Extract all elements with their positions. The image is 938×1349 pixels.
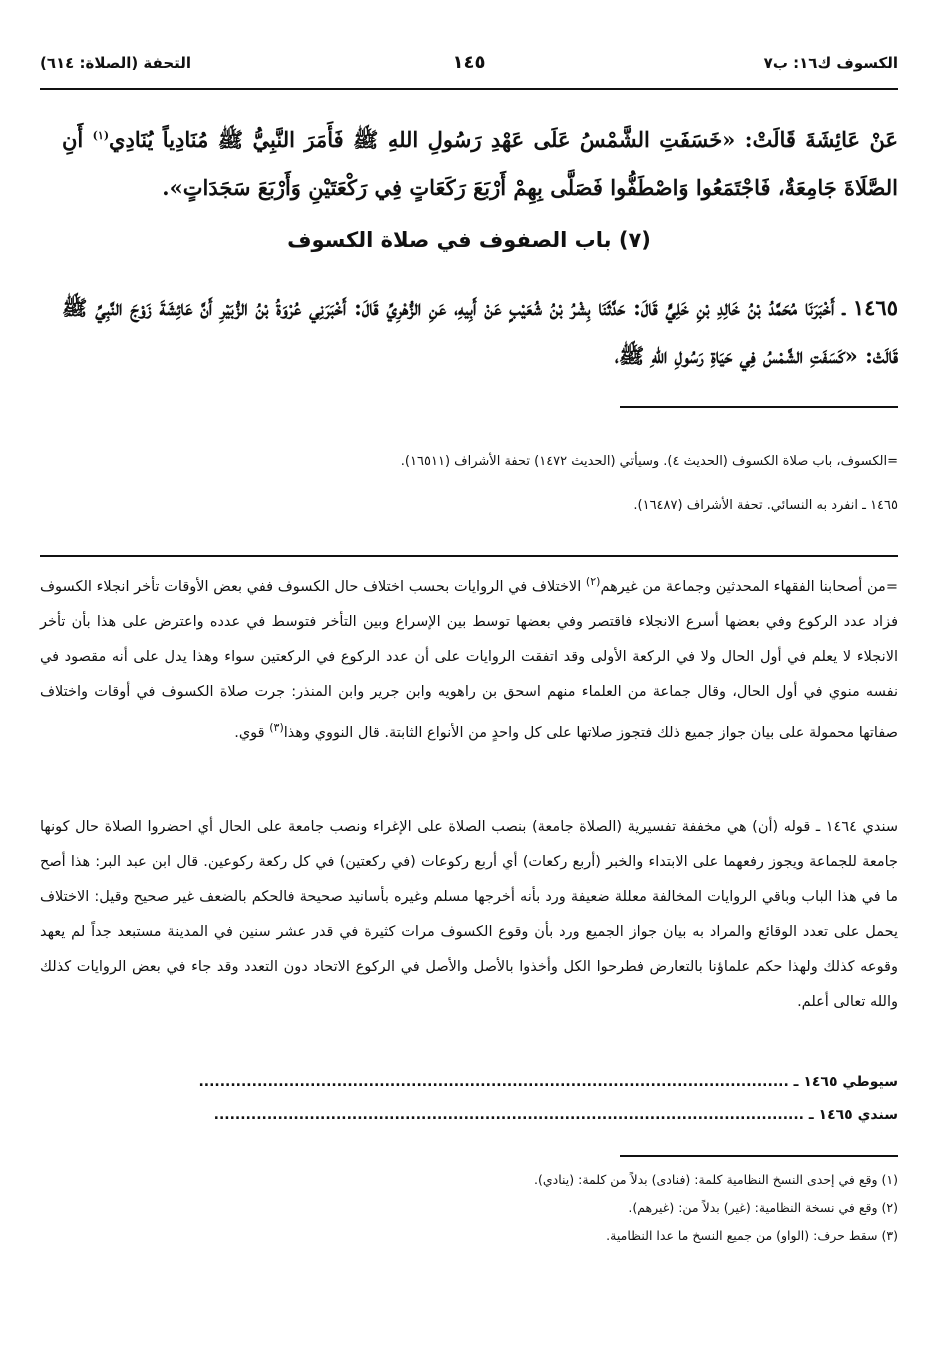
hadith-1465: ١٤٦٥ ـ أَخْبَرَنَا مُحَمَّدُ بْنُ خَالِدِ بْنِ خَلِيٍّ قَالَ: حَدَّثَنَا بِشْرُ بْنُ شُعَيْبٍ عَنْ أَبِيهِ، عَنِ الزُّهْرِيِّ قَالَ: أَخْبَرَنِي عُرْوَةُ بْنُ الزُّبَيْرِ أَنَّ عَائِشَةَ زَوْجَ النَّبِيِّ ﷺ قَالَتْ: «كَسَفَتِ الشَّمْسُ فِي حَيَاةِ رَسُولِ اللهِ ﷺ، <box>62 295 898 368</box>
chapter-title: (٧) باب الصفوف في صلاة الكسوف <box>287 228 651 252</box>
commentary-separator <box>40 555 898 557</box>
footnote-ref-1[interactable]: (١) <box>92 129 110 142</box>
commentary-p1-b: الاختلاف في الروايات بحسب اختلاف حال الكسوف ففي بعض الأوقات تأخر انجلاء الكسوف فزاد عدد الركوع وفي بعضها أسرع الانجلاء فاقتصر وفي بعضها توسط بين الإسراع وبين التأخر فتوسط في عدده واعترض على هذا بأن تأخر الانجلاء لا يعلم في أول الحال ولا في الركعة الأولى وقد اتفقت الروايات على أن عدد الركوع في الركعتين سواء وهذا يدل على أنه مقصود في نفسه منوي في أول الحال، وقال جماعة من العلماء منهم اسحق بن راهويه وابن جرير وابن المنذر: جرت صلاة الكسوف في أوقات واختلاف صفاتها محمولة على بيان جواز جميع ذلك فتجوز صلاتها على كل واحدٍ من الأنواع الثابتة. قال النووي وهذا <box>40 578 898 741</box>
commentary-p1-c: قوي. <box>234 724 270 741</box>
footnote-1: (١) وقع في إحدى النسخ النظامية كلمة: (فنادى) بدلاً من كلمة: (ينادي). <box>534 1172 898 1187</box>
commentary-p1-a: =من أصحابنا الفقهاء المحدثين وجماعة من غيرهم <box>600 578 898 595</box>
sindi-1465-placeholder <box>40 1101 898 1129</box>
header-chapter-ref: الكسوف ك١٦: ب٧ <box>763 54 898 72</box>
page-header <box>40 48 898 90</box>
footnote-2: (٢) وقع في نسخة النظامية: (غير) بدلاً من: (غيرهم). <box>628 1200 898 1215</box>
footnote-separator <box>620 1155 898 1157</box>
footnote-ref-3[interactable]: (٣) <box>269 720 284 734</box>
text-separator <box>620 406 898 408</box>
reference-line-2: ١٤٦٥ ـ انفرد به النسائي. تحفة الأشراف (١٦٤٨٧). <box>633 498 898 513</box>
suyuti-label: سيوطي ١٤٦٥ ـ <box>793 1074 898 1090</box>
hadith-1464-ending <box>62 112 898 212</box>
commentary-paragraph-1 <box>40 564 898 751</box>
footnote-3: (٣) سقط حرف: (الواو) من جميع النسخ ما عدا النظامية. <box>606 1228 898 1243</box>
commentary-sindi-1464: سندي ١٤٦٤ ـ قوله (أن) هي مخففة تفسيرية (الصلاة جامعة) بنصب الصلاة على الإغراء ونصب جامعة على الحال أي احضروا الصلاة حال كونها جامعة للجماعة ويجوز رفعهما على الابتداء والخبر (أربع ركعات) أي أربع ركوعات (في ركعتين) في كل ركعة ركوعين. قال ابن عبد البر: هذا أصح ما في هذا الباب وباقي الروايات المخالفة معللة ضعيفة ورد بأنه أخرجها مسلم وغيره بأسانيد صحيحة فالحكم بالضعف غير صحيح وقيل: الاختلاف يحمل على تعدد الوقائع والمراد به بيان جواز الجميع ورد بأن وقوع الكسوف مرات كثيرة في قدر عشر سنين في المدينة مستبعد جداً لم يعهد وقوعه كذلك ولهذا حكم علماؤنا بالتعارض فطرحوا الكل وأخذوا بالأصل والأصل في الركوع الاتحاد دون التعدد وقد جاء في بعض الروايات كذلك والله تعالى أعلم. <box>40 819 898 1010</box>
footnotes <box>40 1166 898 1250</box>
sindi-label: سندي ١٤٦٥ ـ <box>808 1107 898 1123</box>
dotted-leader: ............................................................................................................... <box>198 1074 789 1090</box>
dotted-leader: ............................................................................................................... <box>213 1107 804 1123</box>
header-tuhfa-ref: التحفة (الصلاة: ٦١٤) <box>40 54 192 72</box>
hadith-1464-text-b: أَنِ الصَّلَاةَ جَامِعَةٌ، فَاجْتَمَعُوا وَاصْطَفُّوا فَصَلَّى بِهِمْ أَرْبَعَ رَكَعَاتٍ فِي رَكْعَتَيْنِ وَأَرْبَعَ سَجَدَاتٍ». <box>62 127 898 200</box>
suyuti-1465-placeholder <box>40 1068 898 1096</box>
page-number: ١٤٥ <box>452 52 486 73</box>
hadith-1464-text-a: عَنْ عَائِشَةَ قَالَتْ: «خَسَفَتِ الشَّمْسُ عَلَى عَهْدِ رَسُولِ اللهِ ﷺ فَأَمَرَ النَّبِيُّ ﷺ مُنَادِياً يُنَادِي <box>109 127 898 152</box>
reference-line-1: =الكسوف، باب صلاة الكسوف (الحديث ٤). وسيأتي (الحديث ١٤٧٢) تحفة الأشراف (١٦٥١١). <box>400 454 898 469</box>
footnote-ref-2[interactable]: (٢) <box>585 575 601 588</box>
